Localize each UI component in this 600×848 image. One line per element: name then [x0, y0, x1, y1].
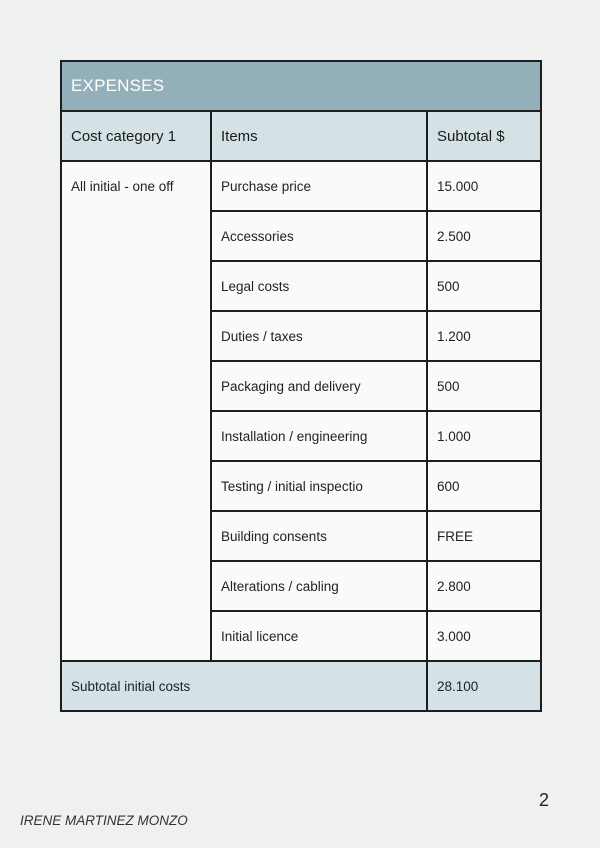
table-title: EXPENSES — [61, 61, 541, 111]
item-cell: Accessories — [211, 211, 427, 261]
item-cell: Installation / engineering — [211, 411, 427, 461]
table-header-row — [61, 111, 541, 161]
amount-cell: 3.000 — [427, 611, 541, 661]
author-name: IRENE MARTINEZ MONZO — [20, 813, 188, 828]
amount-cell: 2.800 — [427, 561, 541, 611]
amount-cell: FREE — [427, 511, 541, 561]
item-cell: Testing / initial inspectio — [211, 461, 427, 511]
item-cell: Legal costs — [211, 261, 427, 311]
header-items: Items — [211, 111, 427, 161]
amount-cell: 15.000 — [427, 161, 541, 211]
amount-cell: 1.000 — [427, 411, 541, 461]
header-cost-category: Cost category 1 — [61, 111, 211, 161]
item-cell: Packaging and delivery — [211, 361, 427, 411]
amount-cell: 2.500 — [427, 211, 541, 261]
item-cell: Purchase price — [211, 161, 427, 211]
amount-cell: 500 — [427, 261, 541, 311]
table-title-row — [61, 61, 541, 111]
table-row — [61, 161, 541, 211]
page-number: 2 — [539, 790, 550, 810]
total-label: Subtotal initial costs — [61, 661, 427, 711]
amount-cell: 500 — [427, 361, 541, 411]
item-cell: Building consents — [211, 511, 427, 561]
amount-cell: 1.200 — [427, 311, 541, 361]
total-amount: 28.100 — [427, 661, 541, 711]
item-cell: Duties / taxes — [211, 311, 427, 361]
item-cell: Initial licence — [211, 611, 427, 661]
item-cell: Alterations / cabling — [211, 561, 427, 611]
category-cell: All initial - one off — [61, 161, 211, 661]
amount-cell: 600 — [427, 461, 541, 511]
table-total-row — [61, 661, 541, 711]
header-subtotal: Subtotal $ — [427, 111, 541, 161]
expenses-table — [60, 60, 542, 712]
